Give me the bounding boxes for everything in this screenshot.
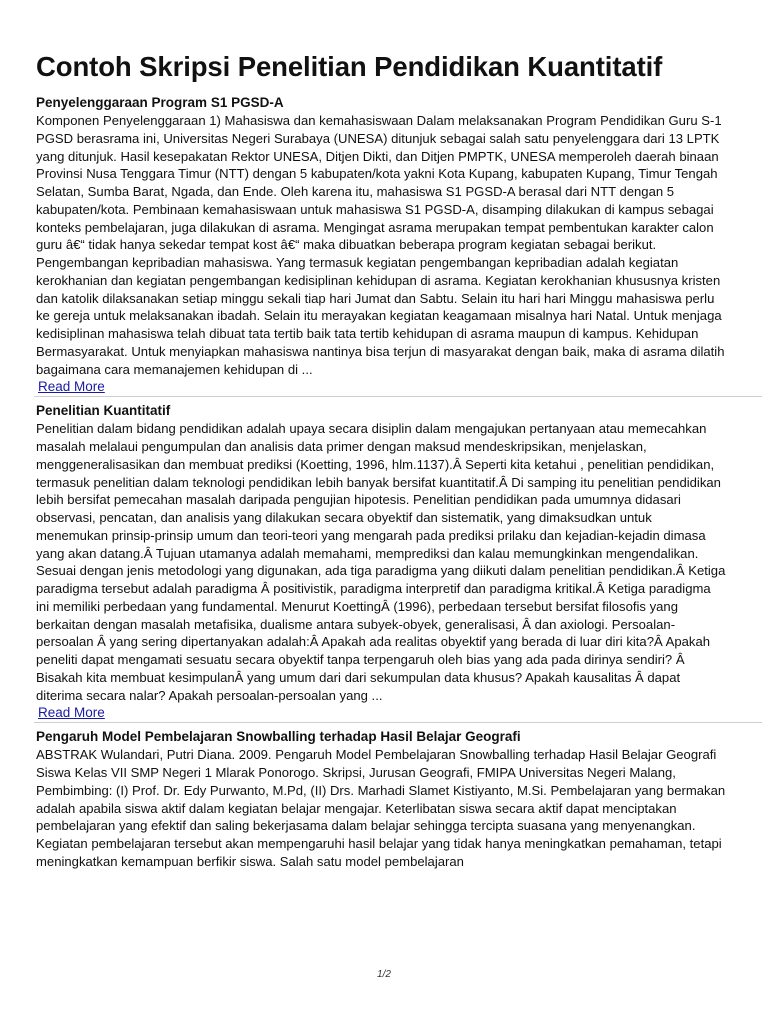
article-title: Pengaruh Model Pembelajaran Snowballing terhadap Hasil Belajar Geografi bbox=[36, 729, 521, 745]
article-body: ABSTRAK Wulandari, Putri Diana. 2009. Pengaruh Model Pembelajaran Snowballing terhadap Hasil Belajar Geografi Siswa Kelas VII SMP Negeri 1 Mlarak Ponorogo. Skripsi, Jurusan Geografi, FMIPA Universitas Negeri Malang, Pembimbing: (I) Prof. Dr. Edy Purwanto, M.Pd, (II) Drs. Marhadi Slamet Kistiyanto, M.Si. Pembelajaran yang bermakan adalah apabila siswa aktif dalam kegiatan belajar mengajar. Keterlibatan siswa secara aktif dapat menciptakan pembelajaran yang efektif dan saling bekerjasama dalam belajar sehingga tercipta suasana yang menyenangkan. Kegiatan pembelajaran tersebut akan mempengaruhi hasil belajar yang tidak hanya meningkatkan pemahaman, tetapi meningkatkan kemampuan berfikir siswa. Salah satu model pembelajaran bbox=[36, 747, 726, 869]
article-1 bbox=[36, 94, 726, 396]
page-title: Contoh Skripsi Penelitian Pendidikan Kuantitatif bbox=[36, 51, 663, 82]
document-page bbox=[36, 50, 726, 871]
article-body: Komponen Penyelenggaraan 1) Mahasiswa dan kemahasiswaan Dalam melaksanakan Program Pendidikan Guru S-1 PGSD berasrama ini, Universitas Negeri Surabaya (UNESA) ditunjuk sebagai salah satu penyelenggara dari 13 LPTK yang ditunjuk. Hasil kesepakatan Rektor UNESA, Ditjen Dikti, dan Ditjen PMPTK, UNESA memperoleh daerah binaan Provinsi Nusa Tenggara Timur (NTT) dengan 5 kabupaten/kota yakni Kota Kupang, kabupaten Kupang, Timur Tengah Selatan, Sumba Barat, Ngada, dan Ende. Oleh karena itu, mahasiswa S1 PGSD-A berasal dari NTT dengan 5 kabupaten/kota. Pembinaan kemahasiswaan untuk mahasiswa S1 PGSD-A, disamping dilakukan di kampus sebagai konteks pembelajaran, juga dilakukan di asrama. Mengingat asrama merupakan tempat pembentukan karakter calon guru â€“ tidak hanya sekedar tempat kost â€“ maka dibuatkan beberapa program kegiatan sebagai berikut. Pengembangan kepribadian mahasiswa. Yang termasuk kegiatan pengembangan kepribadian adalah kegiatan kerokhanian dan kegiatan pengembangan kedisiplinan kehidupan di asrama. Kegiatan kerokhanian khususnya kristen dan katolik dilaksanakan setiap minggu sekali tiap hari Jumat dan Sabtu. Selain itu hari hari Minggu mahasiswa perlu ke gereja untuk melaksanakan ibadah. Selain itu merayakan kegiatan keagamaan misalnya hari Natal. Untuk menjaga kedisiplinan mahasiswa telah dibuat tata tertib baik tata tertib kehidupan di asrama maupun di kampus. Kehidupan Bermasyarakat. Untuk menyiapkan mahasiswa nantinya bisa terjun di masyarakat dengan baik, maka di asrama dilatih bagaimana cara memanajemen kehidupan di ... bbox=[36, 113, 725, 377]
article-title: Penyelenggaraan Program S1 PGSD-A bbox=[36, 95, 284, 110]
read-more-link[interactable]: Read More bbox=[38, 379, 105, 395]
article-2 bbox=[36, 402, 726, 722]
page-number: 1/2 bbox=[377, 969, 391, 980]
article-divider bbox=[34, 396, 762, 397]
article-3 bbox=[36, 728, 726, 870]
article-body: Penelitian dalam bidang pendidikan adalah upaya secara disiplin dalam mengajukan pertanyaan atau memecahkan masalah melalaui pengumpulan dan analisis data primer dengan maksud mendeskripsikan, menjelaskan, menggeneralisasikan dan membuat prediksi (Koetting, 1996, hlm.1137).Â Seperti kita ketahui , penelitian pendidikan, termasuk penelitian dalam teknologi pendidikan lebih banyak bersifat kuantitatif.Â Di samping itu penelitian pendidikan lebih bersifat pemecahan masalah daripada pengujian hipotesis. Penelitian pendidikan pada umumnya didasari observasi, pencatan, dan analisis yang dilakukan secara obyektif dan sistematik, yang dimaksudkan untuk menemukan prinsip-prinsip umum dan teori-teori yang mengarah pada prediksi prilaku dan kejadian-kejadin dimasa yang akan datang.Â Tujuan utamanya adalah memahami, memprediksi dan kalau memungkinkan mengendalikan. Sesuai dengan jenis metodologi yang digunakan, ada tiga paradigma yang diikuti dalam penelitian pendidikan.Â Ketiga paradigma tersebut adalah paradigma Â positivistik, paradigma interpretif dan paradigma kritikal.Â Ketiga paradigma ini memiliki perbedaan yang fundamental. Menurut KoettingÂ (1996), perbedaan tersebut bersifat filosofis yang berkaitan dengan masalah metafisika, dualisme antara subyek-obyek, generalisasi, Â dan axiologi. Persoalan-persoalan Â yang sering dipertanyakan adalah:Â Apakah ada realitas obyektif yang berada di luar diri kita?Â Apakah peneliti dapat mengamati sesuatu secara obyektif tanpa terpengaruh oleh bias yang ada pada dirinya sendiri? Â Bisakah kita membuat kesimpulanÂ yang umum dari dari sekumpulan data khusus? Apakah kausalitas Â dapat diterima secara nalar? Apakah persoalan-persoalan yang ... bbox=[36, 421, 726, 703]
read-more-link[interactable]: Read More bbox=[38, 705, 105, 721]
article-divider bbox=[34, 722, 762, 723]
article-title: Penelitian Kuantitatif bbox=[36, 403, 171, 419]
